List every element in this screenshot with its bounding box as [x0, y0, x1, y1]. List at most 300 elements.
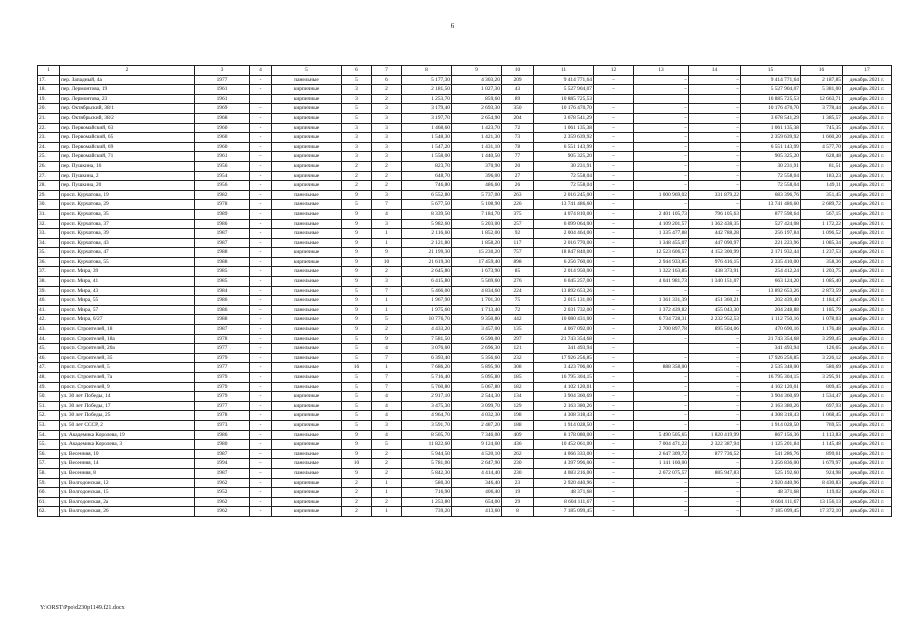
- table-cell: 4 433,20: [402, 325, 452, 335]
- table-cell: декабрь 2021 г.: [843, 209, 892, 219]
- table-cell: 1982: [195, 190, 250, 200]
- table-cell: 10 176 470,70: [534, 104, 594, 114]
- table-cell: 9 350,80: [452, 315, 502, 325]
- table-cell: 2 401 105,73: [634, 209, 689, 219]
- table-row: [38, 104, 892, 114]
- table-cell: кирпичные: [272, 507, 342, 517]
- table-cell: 5 356,60: [452, 353, 502, 363]
- table-cell: 1956: [195, 181, 250, 191]
- table-row: [38, 257, 892, 267]
- table-cell: 7 185 099,45: [534, 507, 594, 517]
- table-cell: панельные: [272, 373, 342, 383]
- table-cell: 1 096,52: [801, 229, 843, 239]
- table-cell: просп. Мира, 57: [60, 305, 195, 315]
- table-cell: декабрь 2021 г.: [843, 353, 892, 363]
- table-cell: 1973: [195, 420, 250, 430]
- table-cell: просп. Мира, 6/27: [60, 315, 195, 325]
- table-cell: декабрь 2021 г.: [843, 401, 892, 411]
- table-cell: 1 085,40: [801, 277, 843, 287]
- table-cell: 905 325,20: [534, 152, 594, 162]
- table-cell: декабрь 2021 г.: [843, 104, 892, 114]
- table-cell: –: [689, 161, 741, 171]
- table-cell: 1 820 419,99: [689, 430, 741, 440]
- table-cell: кирпичные: [272, 104, 342, 114]
- table-cell: 895 504,06: [689, 325, 741, 335]
- table-cell: декабрь 2021 г.: [843, 219, 892, 229]
- table-cell: 24.: [38, 142, 60, 152]
- table-cell: [634, 344, 689, 354]
- table-cell: 5: [342, 420, 372, 430]
- table-cell: 13 156,13: [801, 497, 843, 507]
- table-cell: –: [689, 344, 741, 354]
- table-cell: кирпичные: [272, 478, 342, 488]
- table-cell: 5: [342, 334, 372, 344]
- table-cell: –: [594, 171, 634, 181]
- table-cell: -: [250, 123, 272, 133]
- table-cell: панельные: [272, 209, 342, 219]
- table-cell: 5: [342, 392, 372, 402]
- table-cell: 60.: [38, 488, 60, 498]
- table-cell: 21 743 354,68: [534, 334, 594, 344]
- table-cell: –: [594, 248, 634, 258]
- table-cell: –: [689, 353, 741, 363]
- table-cell: 1 679,97: [801, 459, 843, 469]
- table-cell: панельные: [272, 305, 342, 315]
- table-cell: панельные: [272, 449, 342, 459]
- table-cell: 2: [342, 161, 372, 171]
- table-cell: 10 885 725,53: [741, 94, 801, 104]
- table-cell: 5 067,80: [452, 382, 502, 392]
- table-cell: 1 184,47: [801, 296, 843, 306]
- table-cell: 1989: [195, 209, 250, 219]
- table-cell: –: [689, 171, 741, 181]
- table-cell: 9: [342, 315, 372, 325]
- table-cell: –: [594, 478, 634, 488]
- table-cell: –: [689, 123, 741, 133]
- table-cell: –: [594, 190, 634, 200]
- table-cell: 61.: [38, 497, 60, 507]
- table-cell: 442 788,28: [689, 229, 741, 239]
- table-cell: 72 558,04: [741, 181, 801, 191]
- table-row: [38, 478, 892, 488]
- table-cell: декабрь 2021 г.: [843, 468, 892, 478]
- table-cell: декабрь 2021 г.: [843, 142, 892, 152]
- table-cell: 5: [342, 75, 372, 85]
- table-cell: 6 590,00: [452, 334, 502, 344]
- table-cell: 2: [372, 85, 402, 95]
- table-row: [38, 161, 892, 171]
- table-cell: 1962: [195, 497, 250, 507]
- table-row: [38, 219, 892, 229]
- table-cell: 2 696,30: [452, 344, 502, 354]
- table-cell: 413,60: [452, 507, 502, 517]
- table-cell: 9: [342, 257, 372, 267]
- table-cell: 1988: [195, 315, 250, 325]
- table-cell: –: [594, 449, 634, 459]
- table-cell: декабрь 2021 г.: [843, 411, 892, 421]
- table-cell: 1 340 151,07: [689, 277, 741, 287]
- table-cell: 5: [372, 315, 402, 325]
- table-cell: пер. Пушкина, 20: [60, 181, 195, 191]
- table-cell: -: [250, 181, 272, 191]
- table-cell: панельные: [272, 190, 342, 200]
- table-cell: 796 105,63: [689, 209, 741, 219]
- table-cell: –: [594, 200, 634, 210]
- table-cell: 2 359 639,92: [534, 133, 594, 143]
- table-cell: 5 203,00: [452, 219, 502, 229]
- table-cell: 3 076,00: [402, 344, 452, 354]
- table-cell: 2 645,80: [402, 267, 452, 277]
- table-cell: 48 371,68: [534, 488, 594, 498]
- table-cell: 5 677,50: [402, 200, 452, 210]
- table-cell: 654,00: [452, 497, 502, 507]
- table-cell: 2 920 440,96: [741, 478, 801, 488]
- table-cell: 182: [502, 382, 534, 392]
- table-cell: 5 982,60: [402, 219, 452, 229]
- table-cell: просп. Строителей, 5: [60, 363, 195, 373]
- table-cell: 1: [372, 488, 402, 498]
- table-cell: 10 176 470,70: [741, 104, 801, 114]
- table-cell: 6 415,80: [402, 277, 452, 287]
- table-cell: декабрь 2021 г.: [843, 430, 892, 440]
- table-cell: –: [594, 152, 634, 162]
- table-cell: 5: [342, 411, 372, 421]
- table-cell: -: [250, 142, 272, 152]
- table-cell: 5 527 904,07: [534, 85, 594, 95]
- table-cell: 50.: [38, 392, 60, 402]
- table-cell: 9: [342, 468, 372, 478]
- table-cell: кирпичные: [272, 420, 342, 430]
- table-cell: 745,35: [801, 123, 843, 133]
- table-cell: -: [250, 497, 272, 507]
- table-cell: панельные: [272, 468, 342, 478]
- table-cell: 9 414 771,64: [534, 75, 594, 85]
- table-cell: -: [250, 286, 272, 296]
- table-row: [38, 382, 892, 392]
- table-row: [38, 468, 892, 478]
- table-cell: 2 487,20: [452, 420, 502, 430]
- table-cell: 17.: [38, 75, 60, 85]
- table-cell: 1979: [195, 353, 250, 363]
- table-cell: пер. Западный, 4а: [60, 75, 195, 85]
- table-cell: -: [250, 488, 272, 498]
- table-cell: –: [594, 497, 634, 507]
- table-cell: 877 736,52: [689, 449, 741, 459]
- table-cell: 44.: [38, 334, 60, 344]
- table-cell: 2: [372, 94, 402, 104]
- table-cell: 1 660,20: [801, 133, 843, 143]
- table-cell: 62.: [38, 507, 60, 517]
- table-cell: [634, 94, 689, 104]
- table-cell: 7: [372, 286, 402, 296]
- table-cell: декабрь 2021 г.: [843, 229, 892, 239]
- table-cell: 3: [342, 142, 372, 152]
- table-cell: 1 172,22: [801, 219, 843, 229]
- document-path: Y:\ORST\Ppo\d230p1149.f21.docx: [40, 605, 125, 611]
- table-cell: 1 558,00: [402, 152, 452, 162]
- column-number-3: 3: [195, 66, 250, 76]
- table-cell: –: [689, 459, 741, 469]
- table-cell: 5 527 904,07: [741, 85, 801, 95]
- table-row: [38, 142, 892, 152]
- table-cell: 9: [342, 190, 372, 200]
- table-cell: 2: [342, 497, 372, 507]
- table-cell: 1 421,30: [452, 133, 502, 143]
- table-cell: декабрь 2021 г.: [843, 133, 892, 143]
- table-cell: 1 534,47: [801, 392, 843, 402]
- table-cell: 134: [502, 392, 534, 402]
- table-cell: 823,70: [402, 161, 452, 171]
- table-cell: 1 423,70: [452, 123, 502, 133]
- table-cell: –: [594, 277, 634, 287]
- table-cell: кирпичные: [272, 181, 342, 191]
- table-cell: 12 523 606,57: [634, 248, 689, 258]
- table-cell: -: [250, 257, 272, 267]
- table-cell: 697,93: [801, 401, 843, 411]
- table-cell: 58.: [38, 468, 60, 478]
- housing-register-table: [37, 65, 892, 517]
- table-row: [38, 420, 892, 430]
- table-cell: 1 362 438,35: [689, 219, 741, 229]
- table-row: [38, 430, 892, 440]
- table-row: [38, 325, 892, 335]
- table-cell: –: [689, 334, 741, 344]
- table-cell: 4: [372, 344, 402, 354]
- table-cell: 1961: [195, 152, 250, 162]
- table-cell: 23: [502, 478, 534, 488]
- table-cell: 2: [342, 181, 372, 191]
- table-cell: кирпичные: [272, 123, 342, 133]
- table-cell: просп. Строителей, 18а: [60, 334, 195, 344]
- table-row: [38, 334, 892, 344]
- table-cell: 525 192,60: [741, 468, 801, 478]
- table-cell: 4 067 092,00: [534, 325, 594, 335]
- table-cell: 5: [342, 200, 372, 210]
- table-cell: 226: [502, 200, 534, 210]
- table-cell: 4 152 300,99: [689, 248, 741, 258]
- table-cell: 30 231,91: [741, 161, 801, 171]
- table-cell: 4: [372, 209, 402, 219]
- table-cell: 1 253,70: [402, 94, 452, 104]
- table-row: [38, 440, 892, 450]
- table-cell: –: [689, 104, 741, 114]
- table-row: [38, 363, 892, 373]
- table-cell: кирпичные: [272, 257, 342, 267]
- table-cell: 5: [342, 344, 372, 354]
- table-cell: 3 475,30: [402, 401, 452, 411]
- table-cell: 3 423 706,00: [534, 363, 594, 373]
- table-cell: -: [250, 478, 272, 488]
- column-number-12: 12: [594, 66, 634, 76]
- table-cell: панельные: [272, 382, 342, 392]
- table-cell: 470 690,16: [741, 325, 801, 335]
- table-cell: -: [250, 334, 272, 344]
- table-cell: –: [634, 142, 689, 152]
- table-cell: 40.: [38, 296, 60, 306]
- table-cell: -: [250, 248, 272, 258]
- table-cell: -: [250, 171, 272, 181]
- table-cell: –: [594, 401, 634, 411]
- table-cell: –: [594, 325, 634, 335]
- table-cell: 129: [502, 401, 534, 411]
- table-cell: панельные: [272, 296, 342, 306]
- table-cell: пер. Первомайский, 71: [60, 152, 195, 162]
- table-cell: 56.: [38, 449, 60, 459]
- table-cell: 1 967,90: [402, 296, 452, 306]
- table-row: [38, 449, 892, 459]
- table-cell: 1 385,57: [801, 113, 843, 123]
- table-row: [38, 392, 892, 402]
- table-cell: 346,40: [452, 478, 502, 488]
- table-cell: -: [250, 296, 272, 306]
- table-cell: 648,70: [402, 171, 452, 181]
- table-cell: 9: [372, 248, 402, 258]
- table-row: [38, 94, 892, 104]
- table-cell: 7 581,50: [402, 334, 452, 344]
- table-cell: 25.: [38, 152, 60, 162]
- table-row: [38, 411, 892, 421]
- table-cell: кирпичные: [272, 94, 342, 104]
- table-cell: кирпичные: [272, 497, 342, 507]
- table-cell: 2 359 639,92: [741, 133, 801, 143]
- table-cell: 59.: [38, 478, 60, 488]
- table-cell: 1 348 455,07: [634, 238, 689, 248]
- table-cell: декабрь 2021 г.: [843, 75, 892, 85]
- table-cell: 1 335 477,88: [634, 229, 689, 239]
- table-row: [38, 277, 892, 287]
- table-cell: 341 493,94: [534, 344, 594, 354]
- table-cell: 3 678 541,29: [741, 113, 801, 123]
- table-cell: 4: [372, 401, 402, 411]
- table-cell: 924,98: [801, 468, 843, 478]
- table-cell: 2 187,85: [801, 75, 843, 85]
- table-cell: 256 197,84: [741, 229, 801, 239]
- table-cell: –: [594, 133, 634, 143]
- table-cell: 1952: [195, 488, 250, 498]
- table-cell: 10 885 725,53: [534, 94, 594, 104]
- table-cell: 26: [502, 181, 534, 191]
- table-cell: 29: [502, 497, 534, 507]
- table-cell: 48.: [38, 373, 60, 383]
- table-cell: 1987: [195, 325, 250, 335]
- table-cell: –: [689, 382, 741, 392]
- table-cell: –: [594, 420, 634, 430]
- table-cell: -: [250, 267, 272, 277]
- table-cell: –: [689, 411, 741, 421]
- table-cell: 5 381,00: [801, 85, 843, 95]
- table-cell: –: [594, 181, 634, 191]
- table-cell: 1: [372, 238, 402, 248]
- table-cell: –: [594, 104, 634, 114]
- table-cell: 1 322 163,85: [634, 267, 689, 277]
- table-cell: 121: [502, 344, 534, 354]
- column-number-4: 4: [250, 66, 272, 76]
- table-cell: 13 741 486,60: [534, 200, 594, 210]
- table-cell: –: [689, 507, 741, 517]
- table-cell: просп. Курчатова, 43: [60, 238, 195, 248]
- table-cell: 204: [502, 113, 534, 123]
- table-cell: 8 339,50: [402, 209, 452, 219]
- table-cell: 7 004 471,22: [634, 440, 689, 450]
- table-cell: 1 027,30: [452, 85, 502, 95]
- table-cell: –: [689, 478, 741, 488]
- table-cell: 3 226,12: [801, 353, 843, 363]
- table-cell: 3: [342, 94, 372, 104]
- table-cell: 1987: [195, 238, 250, 248]
- table-cell: пер. Лермонтова, 19: [60, 85, 195, 95]
- table-cell: 1978: [195, 200, 250, 210]
- table-cell: 5: [342, 286, 372, 296]
- table-cell: –: [634, 373, 689, 383]
- table-cell: 17 926 256,85: [534, 353, 594, 363]
- table-cell: 17 926 256,85: [741, 353, 801, 363]
- table-cell: 1979: [195, 373, 250, 383]
- table-cell: 396,00: [452, 171, 502, 181]
- table-cell: 1 440,50: [452, 152, 502, 162]
- table-cell: 580,69: [801, 363, 843, 373]
- table-cell: 1977: [195, 363, 250, 373]
- table-cell: 34.: [38, 238, 60, 248]
- table-cell: панельные: [272, 277, 342, 287]
- table-cell: –: [689, 152, 741, 162]
- table-cell: –: [689, 392, 741, 402]
- table-cell: –: [689, 181, 741, 191]
- table-cell: –: [634, 75, 689, 85]
- table-cell: 35.: [38, 248, 60, 258]
- table-cell: декабрь 2021 г.: [843, 325, 892, 335]
- table-cell: 2: [372, 459, 402, 469]
- table-cell: 1: [372, 296, 402, 306]
- table-cell: декабрь 2021 г.: [843, 200, 892, 210]
- table-cell: –: [594, 373, 634, 383]
- table-cell: 1 547,20: [402, 142, 452, 152]
- table-cell: 1962: [195, 478, 250, 488]
- table-row: [38, 248, 892, 258]
- table-cell: 3: [342, 152, 372, 162]
- table-cell: -: [250, 75, 272, 85]
- table-cell: 6 045 257,00: [534, 277, 594, 287]
- table-cell: 17 459,40: [452, 257, 502, 267]
- table-cell: 7: [372, 373, 402, 383]
- table-cell: 51.: [38, 401, 60, 411]
- table-cell: –: [634, 113, 689, 123]
- table-cell: 1: [372, 478, 402, 488]
- table-cell: 1 237,53: [801, 248, 843, 258]
- table-cell: кирпичные: [272, 440, 342, 450]
- table-cell: 2 873,59: [801, 286, 843, 296]
- table-cell: декабрь 2021 г.: [843, 373, 892, 383]
- table-cell: 4 074 810,00: [534, 209, 594, 219]
- table-cell: 1 701,30: [452, 296, 502, 306]
- table-cell: 49.: [38, 382, 60, 392]
- table-cell: 4 041 981,73: [634, 277, 689, 287]
- table-cell: просп. Строителей, 7а: [60, 373, 195, 383]
- table-cell: 3 256 836,00: [741, 459, 801, 469]
- table-cell: 5 760,80: [402, 382, 452, 392]
- table-row: [38, 267, 892, 277]
- table-cell: 3: [372, 420, 402, 430]
- table-cell: декабрь 2021 г.: [843, 507, 892, 517]
- table-cell: декабрь 2021 г.: [843, 85, 892, 95]
- table-cell: 351,45: [801, 190, 843, 200]
- table-cell: 10: [372, 257, 402, 267]
- table-cell: 5 895,90: [452, 363, 502, 373]
- table-cell: декабрь 2021 г.: [843, 334, 892, 344]
- table-cell: 77: [502, 152, 534, 162]
- table-cell: панельные: [272, 200, 342, 210]
- column-number-13: 13: [634, 66, 689, 76]
- column-number-16: 16: [801, 66, 843, 76]
